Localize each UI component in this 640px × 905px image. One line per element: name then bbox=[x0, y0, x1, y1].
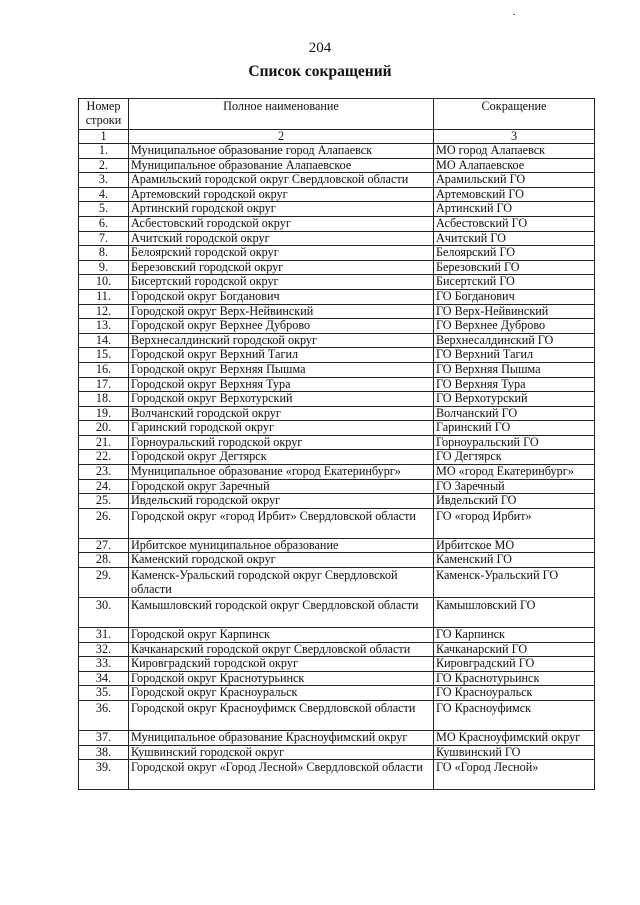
abbreviations-table bbox=[78, 98, 595, 790]
row-number-cell: 3. bbox=[79, 173, 129, 188]
row-number-cell: 15. bbox=[79, 348, 129, 363]
full-name-cell: Городской округ «Город Лесной» Свердловской области bbox=[129, 760, 434, 790]
abbreviation-cell: ГО Верхний Тагил bbox=[434, 348, 595, 363]
table-row bbox=[79, 216, 595, 231]
table-row bbox=[79, 465, 595, 480]
full-name-cell: Городской округ Красноуфимск Свердловской области bbox=[129, 701, 434, 731]
full-name-cell: Муниципальное образование Красноуфимский округ bbox=[129, 731, 434, 746]
abbreviation-cell: Ирбитское МО bbox=[434, 538, 595, 553]
row-number-cell: 26. bbox=[79, 508, 129, 538]
row-number-cell: 17. bbox=[79, 377, 129, 392]
abbreviation-cell: МО Алапаевское bbox=[434, 158, 595, 173]
full-name-cell: Городской округ Верхотурский bbox=[129, 392, 434, 407]
table-row bbox=[79, 598, 595, 628]
full-name-cell: Городской округ «город Ирбит» Свердловской области bbox=[129, 508, 434, 538]
table-row bbox=[79, 494, 595, 509]
row-number-cell: 8. bbox=[79, 246, 129, 261]
full-name-cell: Городской округ Богданович bbox=[129, 289, 434, 304]
table-row bbox=[79, 173, 595, 188]
table-row bbox=[79, 450, 595, 465]
abbreviation-cell: ГО Верхняя Пышма bbox=[434, 362, 595, 377]
full-name-cell: Городской округ Краснотурьинск bbox=[129, 671, 434, 686]
full-name-cell: Верхнесалдинский городской округ bbox=[129, 333, 434, 348]
abbreviation-cell: Волчанский ГО bbox=[434, 406, 595, 421]
row-number-cell: 24. bbox=[79, 479, 129, 494]
full-name-cell: Кировградский городской округ bbox=[129, 657, 434, 672]
abbreviation-cell: Верхнесалдинский ГО bbox=[434, 333, 595, 348]
full-name-cell: Асбестовский городской округ bbox=[129, 216, 434, 231]
table-row bbox=[79, 538, 595, 553]
abbreviation-cell: Гаринский ГО bbox=[434, 421, 595, 436]
row-number-cell: 37. bbox=[79, 731, 129, 746]
full-name-cell: Кушвинский городской округ bbox=[129, 745, 434, 760]
abbreviation-cell: ГО Верх-Нейвинский bbox=[434, 304, 595, 319]
column-index-row bbox=[79, 130, 595, 144]
full-name-cell: Камышловский городской округ Свердловской области bbox=[129, 598, 434, 628]
abbreviation-cell: Арамильский ГО bbox=[434, 173, 595, 188]
table-row bbox=[79, 187, 595, 202]
table-header-row bbox=[79, 99, 595, 130]
abbreviation-cell: ГО Заречный bbox=[434, 479, 595, 494]
abbreviation-cell: МО город Алапаевск bbox=[434, 144, 595, 159]
table-row bbox=[79, 362, 595, 377]
table-row bbox=[79, 686, 595, 701]
abbreviation-cell: Ивдельский ГО bbox=[434, 494, 595, 509]
page-number: 204 bbox=[308, 40, 332, 56]
table-row bbox=[79, 421, 595, 436]
table-row bbox=[79, 246, 595, 261]
row-number-cell: 11. bbox=[79, 289, 129, 304]
abbreviation-cell: Каменский ГО bbox=[434, 553, 595, 568]
full-name-cell: Гаринский городской округ bbox=[129, 421, 434, 436]
table-row bbox=[79, 260, 595, 275]
abbreviation-cell: Камышловский ГО bbox=[434, 598, 595, 628]
row-number-cell: 27. bbox=[79, 538, 129, 553]
full-name-cell: Ирбитское муниципальное образование bbox=[129, 538, 434, 553]
full-name-cell: Городской округ Верхняя Пышма bbox=[129, 362, 434, 377]
full-name-cell: Городской округ Красноуральск bbox=[129, 686, 434, 701]
table-row bbox=[79, 435, 595, 450]
abbreviation-cell: Бисертский ГО bbox=[434, 275, 595, 290]
row-number-cell: 30. bbox=[79, 598, 129, 628]
column-index: 2 bbox=[129, 130, 434, 144]
table-row bbox=[79, 202, 595, 217]
row-number-cell: 36. bbox=[79, 701, 129, 731]
abbreviation-cell: ГО «город Ирбит» bbox=[434, 508, 595, 538]
full-name-cell: Муниципальное образование город Алапаевск bbox=[129, 144, 434, 159]
row-number-cell: 35. bbox=[79, 686, 129, 701]
full-name-cell: Бисертский городской округ bbox=[129, 275, 434, 290]
full-name-cell: Качканарский городской округ Свердловской области bbox=[129, 642, 434, 657]
row-number-cell: 19. bbox=[79, 406, 129, 421]
scan-speck bbox=[513, 14, 515, 15]
abbreviation-cell: Кушвинский ГО bbox=[434, 745, 595, 760]
abbreviation-cell: Артемовский ГО bbox=[434, 187, 595, 202]
full-name-cell: Каменск-Уральский городской округ Свердловской области bbox=[129, 568, 434, 598]
full-name-cell: Городской округ Верхняя Тура bbox=[129, 377, 434, 392]
abbreviation-cell: Ачитский ГО bbox=[434, 231, 595, 246]
table-row bbox=[79, 731, 595, 746]
table-row bbox=[79, 392, 595, 407]
table-row bbox=[79, 553, 595, 568]
row-number-cell: 28. bbox=[79, 553, 129, 568]
full-name-cell: Городской округ Верхнее Дуброво bbox=[129, 319, 434, 334]
row-number-cell: 4. bbox=[79, 187, 129, 202]
row-number-cell: 2. bbox=[79, 158, 129, 173]
full-name-cell: Ачитский городской округ bbox=[129, 231, 434, 246]
row-number-cell: 6. bbox=[79, 216, 129, 231]
table-row bbox=[79, 671, 595, 686]
abbreviation-cell: ГО Красноуфимск bbox=[434, 701, 595, 731]
full-name-cell: Горноуральский городской округ bbox=[129, 435, 434, 450]
abbreviation-cell: Артинский ГО bbox=[434, 202, 595, 217]
full-name-cell: Артинский городской округ bbox=[129, 202, 434, 217]
full-name-cell: Каменский городской округ bbox=[129, 553, 434, 568]
table-row bbox=[79, 231, 595, 246]
table-row bbox=[79, 348, 595, 363]
abbreviation-cell: ГО Красноуральск bbox=[434, 686, 595, 701]
row-number-cell: 10. bbox=[79, 275, 129, 290]
table-row bbox=[79, 642, 595, 657]
full-name-cell: Арамильский городской округ Свердловской области bbox=[129, 173, 434, 188]
row-number-cell: 1. bbox=[79, 144, 129, 159]
table-row bbox=[79, 508, 595, 538]
abbreviation-cell: ГО Краснотурьинск bbox=[434, 671, 595, 686]
row-number-cell: 21. bbox=[79, 435, 129, 450]
row-number-cell: 5. bbox=[79, 202, 129, 217]
table-body bbox=[79, 144, 595, 790]
table-row bbox=[79, 568, 595, 598]
abbreviation-cell: ГО Карпинск bbox=[434, 628, 595, 643]
abbreviation-cell: ГО Верхотурский bbox=[434, 392, 595, 407]
table-row bbox=[79, 745, 595, 760]
row-number-cell: 9. bbox=[79, 260, 129, 275]
row-number-cell: 22. bbox=[79, 450, 129, 465]
abbreviation-cell: Кировградский ГО bbox=[434, 657, 595, 672]
full-name-cell: Артемовский городской округ bbox=[129, 187, 434, 202]
header-row-number: Номер строки bbox=[79, 99, 129, 130]
abbreviation-cell: Качканарский ГО bbox=[434, 642, 595, 657]
row-number-cell: 13. bbox=[79, 319, 129, 334]
row-number-cell: 31. bbox=[79, 628, 129, 643]
abbreviation-cell: Каменск-Уральский ГО bbox=[434, 568, 595, 598]
row-number-cell: 38. bbox=[79, 745, 129, 760]
row-number-cell: 25. bbox=[79, 494, 129, 509]
column-index: 1 bbox=[79, 130, 129, 144]
row-number-cell: 29. bbox=[79, 568, 129, 598]
row-number-cell: 12. bbox=[79, 304, 129, 319]
row-number-cell: 16. bbox=[79, 362, 129, 377]
row-number-cell: 7. bbox=[79, 231, 129, 246]
full-name-cell: Городской округ Верхний Тагил bbox=[129, 348, 434, 363]
column-index: 3 bbox=[434, 130, 595, 144]
table-row bbox=[79, 406, 595, 421]
table-row bbox=[79, 333, 595, 348]
abbreviation-cell: Березовский ГО bbox=[434, 260, 595, 275]
full-name-cell: Волчанский городской округ bbox=[129, 406, 434, 421]
full-name-cell: Муниципальное образование «город Екатеринбург» bbox=[129, 465, 434, 480]
full-name-cell: Городской округ Карпинск bbox=[129, 628, 434, 643]
full-name-cell: Городской округ Дегтярск bbox=[129, 450, 434, 465]
abbreviation-cell: ГО Верхняя Тура bbox=[434, 377, 595, 392]
abbreviation-cell: МО Красноуфимский округ bbox=[434, 731, 595, 746]
full-name-cell: Ивдельский городской округ bbox=[129, 494, 434, 509]
table-row bbox=[79, 289, 595, 304]
row-number-cell: 14. bbox=[79, 333, 129, 348]
row-number-cell: 18. bbox=[79, 392, 129, 407]
table-row bbox=[79, 701, 595, 731]
table-row bbox=[79, 319, 595, 334]
table-row bbox=[79, 304, 595, 319]
header-abbreviation: Сокращение bbox=[434, 99, 595, 130]
table-row bbox=[79, 158, 595, 173]
table-row bbox=[79, 377, 595, 392]
row-number-cell: 32. bbox=[79, 642, 129, 657]
table-row bbox=[79, 657, 595, 672]
full-name-cell: Муниципальное образование Алапаевское bbox=[129, 158, 434, 173]
abbreviation-cell: Горноуральский ГО bbox=[434, 435, 595, 450]
abbreviation-cell: ГО Верхнее Дуброво bbox=[434, 319, 595, 334]
abbreviation-cell: Белоярский ГО bbox=[434, 246, 595, 261]
abbreviation-cell: ГО Богданович bbox=[434, 289, 595, 304]
row-number-cell: 20. bbox=[79, 421, 129, 436]
row-number-cell: 33. bbox=[79, 657, 129, 672]
full-name-cell: Городской округ Заречный bbox=[129, 479, 434, 494]
abbreviation-cell: МО «город Екатеринбург» bbox=[434, 465, 595, 480]
full-name-cell: Городской округ Верх-Нейвинский bbox=[129, 304, 434, 319]
row-number-cell: 39. bbox=[79, 760, 129, 790]
full-name-cell: Белоярский городской округ bbox=[129, 246, 434, 261]
table-row bbox=[79, 479, 595, 494]
header-full-name: Полное наименование bbox=[129, 99, 434, 130]
table-row bbox=[79, 760, 595, 790]
abbreviation-cell: ГО «Город Лесной» bbox=[434, 760, 595, 790]
abbreviation-cell: Асбестовский ГО bbox=[434, 216, 595, 231]
abbreviation-cell: ГО Дегтярск bbox=[434, 450, 595, 465]
full-name-cell: Березовский городской округ bbox=[129, 260, 434, 275]
row-number-cell: 34. bbox=[79, 671, 129, 686]
row-number-cell: 23. bbox=[79, 465, 129, 480]
table-row bbox=[79, 628, 595, 643]
page-title: Список сокращений bbox=[248, 63, 392, 80]
table-row bbox=[79, 144, 595, 159]
table-row bbox=[79, 275, 595, 290]
